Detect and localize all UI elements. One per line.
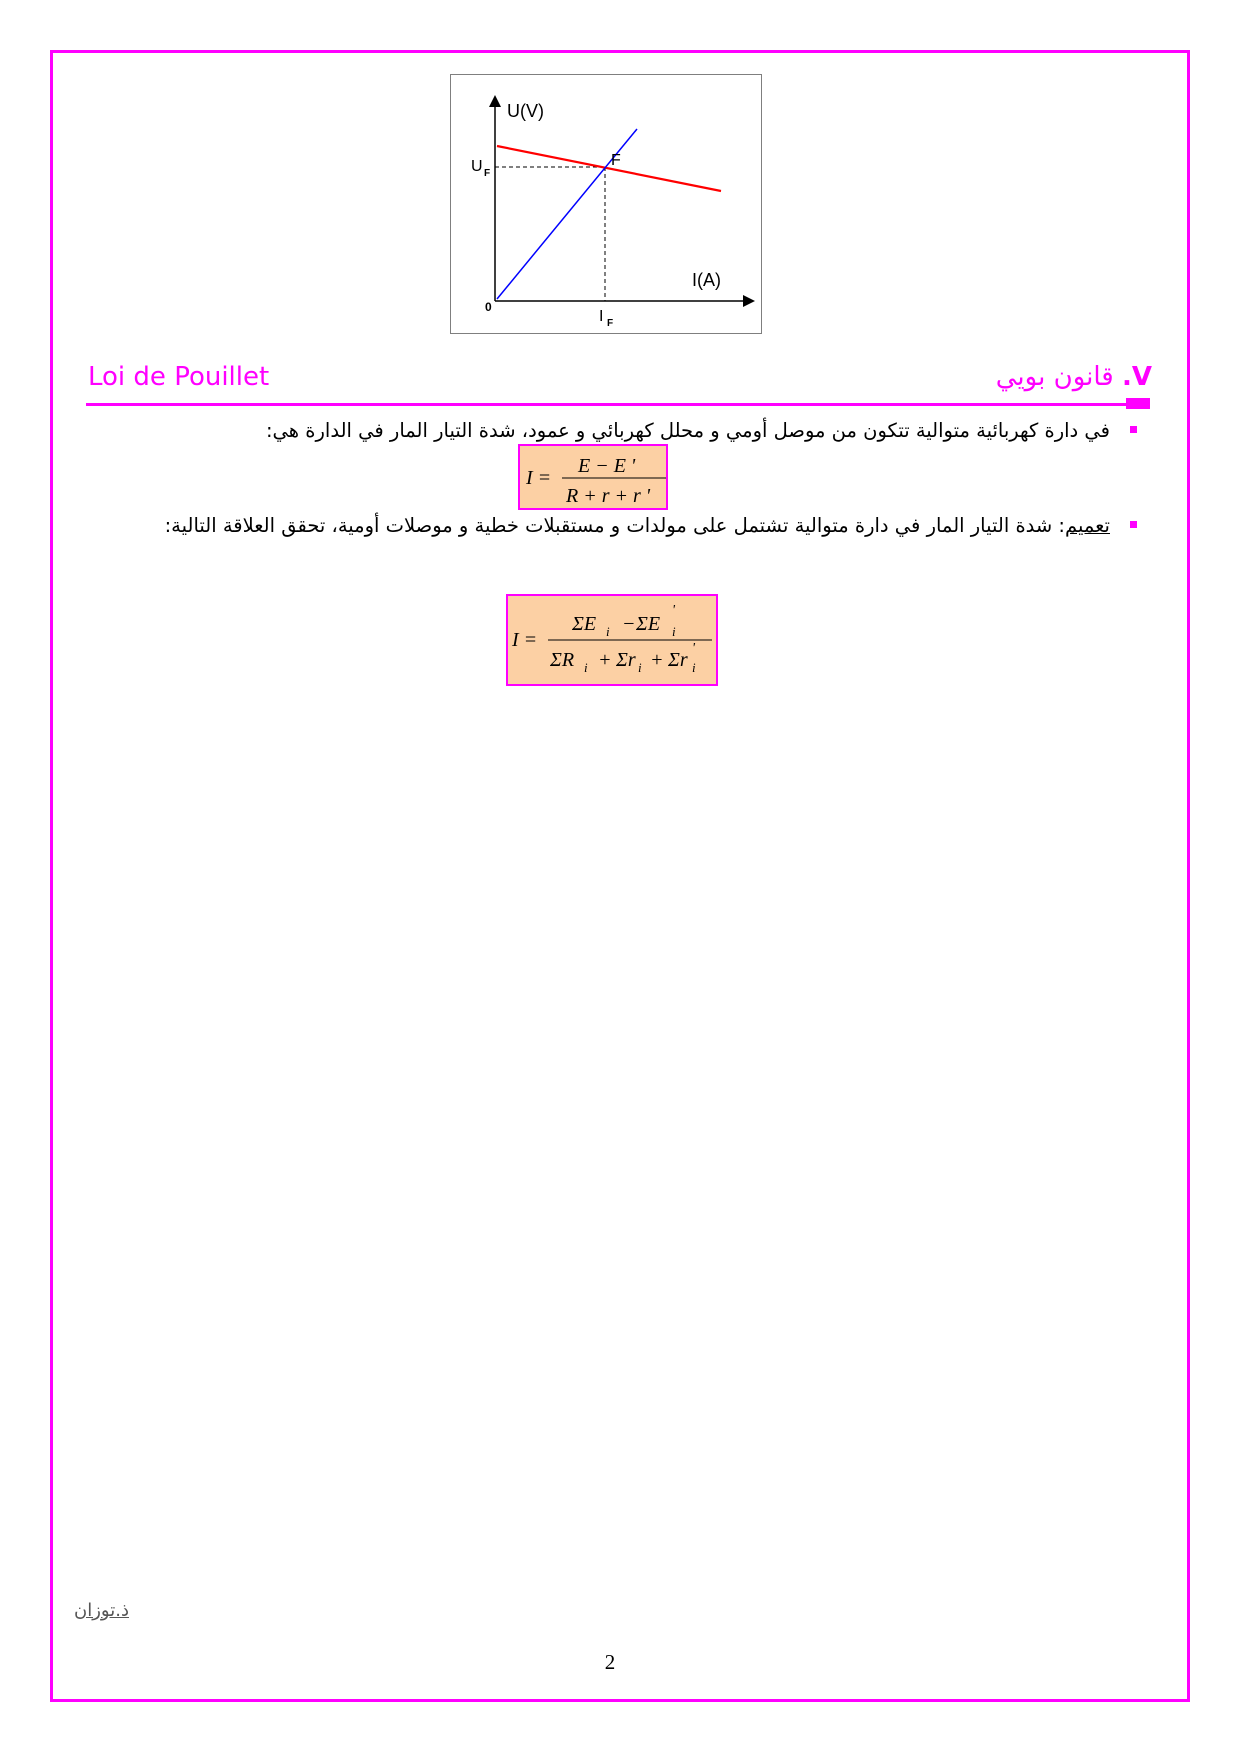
origin-label: 0 (485, 300, 492, 314)
page-number: 2 (604, 1650, 616, 1674)
uf-label: U (471, 158, 483, 175)
point-f-label: F (611, 152, 621, 169)
characteristic-graph (450, 74, 762, 334)
formula2-lhs: I = (512, 629, 538, 651)
formula2-num-op: − (622, 613, 636, 635)
formula2-num-b-sup: ' (672, 603, 675, 618)
formula2-den-b-sub: i (638, 660, 642, 675)
generalization-text: : شدة التيار المار في دارة متوالية تشتمل على مولدات و مستقبلات خطية و موصلات أومية، تحقق العلاقة التالية: (164, 514, 1066, 537)
section-title-ar (996, 362, 1152, 392)
generator-line (497, 146, 721, 191)
if-label: I (599, 308, 604, 325)
author-signature: ذ.توزان (74, 1600, 129, 1621)
section-underline (86, 403, 1150, 406)
formula2-den-b: Σr (616, 649, 636, 671)
formula2-den-a: ΣR (550, 649, 575, 671)
x-axis-label: I(A) (692, 270, 721, 290)
formula2-den-c-sub: i (692, 660, 696, 675)
formula2-den-op2: + (650, 649, 664, 671)
formula2-num-a: ΣE (572, 613, 597, 635)
paragraph-series-circuit: في دارة كهربائية متوالية تتكون من موصل أومي و محلل كهربائي و عمود، شدة التيار المار في الدارة هي: (265, 419, 1110, 442)
section-number: V. (1121, 362, 1152, 392)
formula2-den-c: Σr (668, 649, 688, 671)
bullet-icon (1130, 521, 1137, 528)
formula1-denominator: R + r + r ' (566, 485, 651, 507)
formula-pouillet (518, 444, 668, 510)
formula2-num-a-sub: i (606, 624, 610, 639)
formula2-den-a-sub: i (584, 660, 588, 675)
paragraph-generalization (110, 512, 1110, 539)
uf-subscript: F (484, 168, 491, 179)
formula2-num-b-sub: i (672, 624, 676, 639)
formula2-num-b: ΣE (636, 613, 661, 635)
formula2-den-op1: + (598, 649, 612, 671)
bullet-icon (1130, 426, 1137, 433)
graph-svg (451, 75, 761, 333)
section-underline-tab (1126, 398, 1150, 409)
formula-pouillet-general (506, 594, 718, 686)
formula1-lhs: I = (526, 467, 552, 489)
y-axis-label: U(V) (507, 101, 544, 121)
formula1-numerator: E − E ' (578, 455, 636, 477)
if-subscript: F (607, 318, 614, 329)
generalization-label: تعميم (1065, 514, 1110, 537)
formula2-den-c-sup: ' (692, 641, 695, 656)
section-title-text: قانون بويي (995, 362, 1114, 392)
section-title-fr: Loi de Pouillet (88, 362, 270, 392)
